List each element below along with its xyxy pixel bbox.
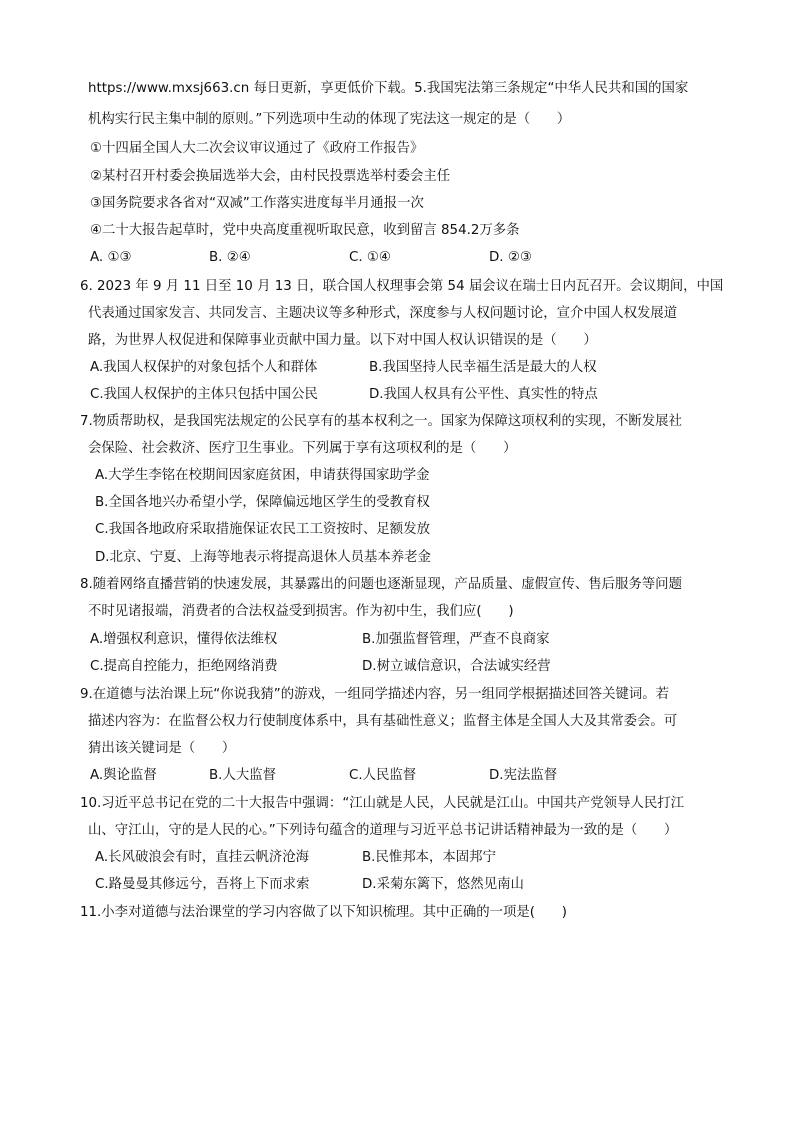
q10-line-2: 山、守江山，守的是人民的心。”下列诗句蕴含的道理与习近平总书记讲话精神最为一致的是（ ） [88,823,678,838]
q8-option-b[interactable]: B.加强监督管理，严查不良商家 [362,632,550,647]
q9-line-2: 描述内容为：在监督公权力行使制度体系中，具有基础性意义；监督主体是全国人大及其常委会。可 [88,714,678,729]
q7-option-c[interactable]: C.我国各地政府采取措施保证农民工工资按时、足额发放 [95,522,430,537]
q7-option-d[interactable]: D.北京、宁夏、上海等地表示将提高退休人员基本养老金 [95,550,431,565]
q5-option-c[interactable]: C. ①④ [349,250,391,265]
q8-option-a[interactable]: A.增强权利意识，懂得依法维权 [90,632,278,647]
q9-option-a[interactable]: A.舆论监督 [90,768,157,783]
q5-option-a[interactable]: A. ①③ [90,250,132,265]
q8-line-2: 不时见诸报端，消费者的合法权益受到损害。作为初中生，我们应( ) [88,604,514,619]
q10-option-d[interactable]: D.采菊东篱下，悠然见南山 [362,877,524,892]
q11-line-1: 11.小李对道德与法治课堂的学习内容做了以下知识梳理。其中正确的一项是( ) [80,905,568,920]
q8-option-c[interactable]: C.提高自控能力，拒绝网络消费 [90,659,278,674]
q6-option-d[interactable]: D.我国人权具有公平性、真实性的特点 [369,387,598,402]
q7-line-1: 7.物质帮助权，是我国宪法规定的公民享有的基本权利之一。国家为保障这项权利的实现，不断发展社 [80,414,682,429]
q6-option-b[interactable]: B.我国坚持人民幸福生活是最大的人权 [369,360,597,375]
q9-option-b[interactable]: B.人大监督 [209,768,277,783]
q6-line-3: 路，为世界人权促进和保障事业贡献中国力量。以下对中国人权认识错误的是（ ） [88,333,597,348]
q7-option-a[interactable]: A.大学生李铭在校期间因家庭贫困，申请获得国家助学金 [95,468,430,483]
q6-option-a[interactable]: A.我国人权保护的对象包括个人和群体 [90,360,318,375]
q5-statement-4: ④二十大报告起草时，党中央高度重视听取民意，收到留言 854.2万多条 [90,223,520,238]
q5-option-d[interactable]: D. ②③ [489,250,532,265]
q9-line-1: 9.在道德与法治课上玩“你说我猜”的游戏，一组同学描述内容，另一组同学根据描述回答关键词。若 [80,687,670,702]
q7-option-b[interactable]: B.全国各地兴办希望小学，保障偏远地区学生的受教育权 [95,495,430,510]
q5-statement-3: ③国务院要求各省对“双减”工作落实进度每半月通报一次 [90,196,424,211]
q5-continuation: 机构实行民主集中制的原则。”下列选项中生动的体现了宪法这一规定的是（ ） [88,112,571,127]
q8-option-d[interactable]: D.树立诚信意识，合法诚实经营 [362,659,551,674]
q7-line-2: 会保险、社会救济、医疗卫生事业。下列属于享有这项权利的是（ ） [88,441,517,456]
q10-line-1: 10.习近平总书记在党的二十大报告中强调：“江山就是人民，人民就是江山。中国共产党领导人民打江 [80,796,685,811]
q10-option-b[interactable]: B.民惟邦本，本固邦宁 [362,850,496,865]
q5-statement-2: ②某村召开村委会换届选举大会，由村民投票选举村委会主任 [90,169,451,184]
q8-line-1: 8.随着网络直播营销的快速发展，其暴露出的问题也逐渐显现，产品质量、虚假宣传、售后服务等问题 [80,577,682,592]
q9-line-3: 猜出该关键词是（ ） [88,741,236,756]
q6-line-1: 6. 2023 年 9 月 11 日至 10 月 13 日，联合国人权理事会第 54 届会议在瑞士日内瓦召开。会议期间，中国 [80,279,724,294]
q9-option-d[interactable]: D.宪法监督 [489,768,558,783]
q10-option-c[interactable]: C.路曼曼其修远兮，吾将上下而求索 [95,877,310,892]
q10-option-a[interactable]: A.长风破浪会有时，直挂云帆济沧海 [95,850,310,865]
q5-statement-1: ①十四届全国人大二次会议审议通过了《政府工作报告》 [90,141,424,156]
q6-option-c[interactable]: C.我国人权保护的主体只包括中国公民 [90,387,318,402]
q6-line-2: 代表通过国家发言、共同发言、主题决议等多种形式，深度参与人权问题讨论，宣介中国人权发展道 [88,306,678,321]
q5-option-b[interactable]: B. ②④ [209,250,251,265]
q9-option-c[interactable]: C.人民监督 [349,768,417,783]
header-line: https://www.mxsj663.cn 每日更新，享更低价下载。5.我国宪法第三条规定“中华人民共和国的国家 [88,81,689,96]
